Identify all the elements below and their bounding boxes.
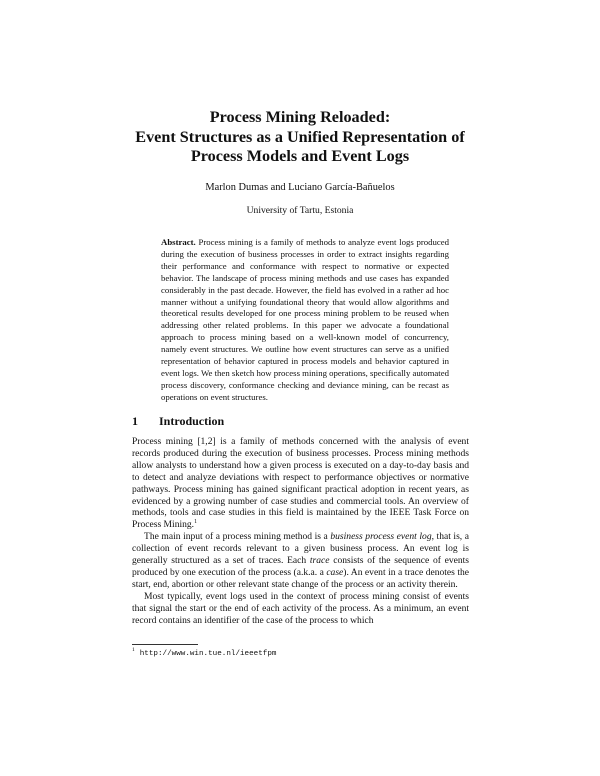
abstract-text: Process mining is a family of methods to analyze event logs produced during the execution of business processes in order to extract insights regarding their performance and conformance with respect to normative or expected behavior. The landscape of process mining methods and use cases has expanded considerably in the past decade. However, the field has evolved in a rather ad hoc manner without a unifying foundational theory that would allow algorithms and theoretical results developed for one process mining problem to be reused when addressing other related problems. In this paper we advocate a foundational approach to process mining based on a well-known model of concurrency, namely event structures. We outline how event structures can serve as a unified representation of behavior captured in process models and behavior captured in event logs. We then sketch how process mining operations, specifically automated process discovery, conformance checking and deviance mining, can be recast as operations on event structures. (161, 237, 449, 402)
footnote-url[interactable]: http://www.win.tue.nl/ieeetfpm (139, 650, 277, 658)
paragraph-2 (132, 531, 469, 591)
paragraph-1 (132, 436, 469, 531)
footnote (132, 648, 276, 659)
abstract-label: Abstract. (161, 237, 196, 247)
paragraph-2-text-a: The main input of a process mining method is a (144, 531, 331, 543)
footnote-number: 1 (132, 647, 135, 654)
term-business-process-event-log: business process event log (330, 531, 432, 543)
abstract (161, 237, 449, 404)
title-line-1: Process Mining Reloaded: (209, 108, 391, 126)
title-line-2: Event Structures as a Unified Representation of (135, 127, 465, 146)
section-title: Introduction (159, 414, 225, 428)
paragraph-2-text-d: ). An event in a trace denotes the start, end, abortion or other relevant state change of the process or an activity therein. (132, 566, 470, 590)
paragraph-1-text: Process mining [1,2] is a family of methods concerned with the analysis of event records produced during the execution of business processes. Process mining methods allow analysts to understand how a given process is executed on a day-to-day basis and to detect and analyze deviations with respect to performance objectives or normative pathways. Process mining has gained significant practical adoption in recent years, as evidenced by a growing number of case studies and commercial tools. An overview of methods, tools and case studies in this field is maintained by the IEEE Task Force on Process Mining. (132, 436, 469, 531)
section-number: 1 (132, 414, 138, 428)
paragraph-2-text-b: , that is, a collection of event records relevant to a given business process. An event log is generally structured as a set of traces. Each (132, 531, 469, 567)
title-line-3: Process Models and Event Logs (190, 147, 410, 165)
term-case: case (326, 566, 344, 578)
paragraph-2-text-c: consists of the sequence of events produced by one execution of the process (a.k.a. a (132, 555, 470, 578)
paper-title (100, 108, 500, 167)
section-body (132, 436, 469, 627)
footnote-rule (132, 644, 198, 645)
authors: Marlon Dumas and Luciano García-Bañuelos (205, 182, 395, 193)
paragraph-3: Most typically, event logs used in the context of process mining consist of events that signal the start or the end of each activity of the process. As a minimum, an event record contains an identifier of the case of the process to which (132, 590, 469, 626)
affiliation: University of Tartu, Estonia (246, 205, 354, 216)
term-trace: trace (309, 555, 330, 567)
section-heading (132, 414, 224, 429)
footnote-marker[interactable]: 1 (194, 519, 198, 526)
